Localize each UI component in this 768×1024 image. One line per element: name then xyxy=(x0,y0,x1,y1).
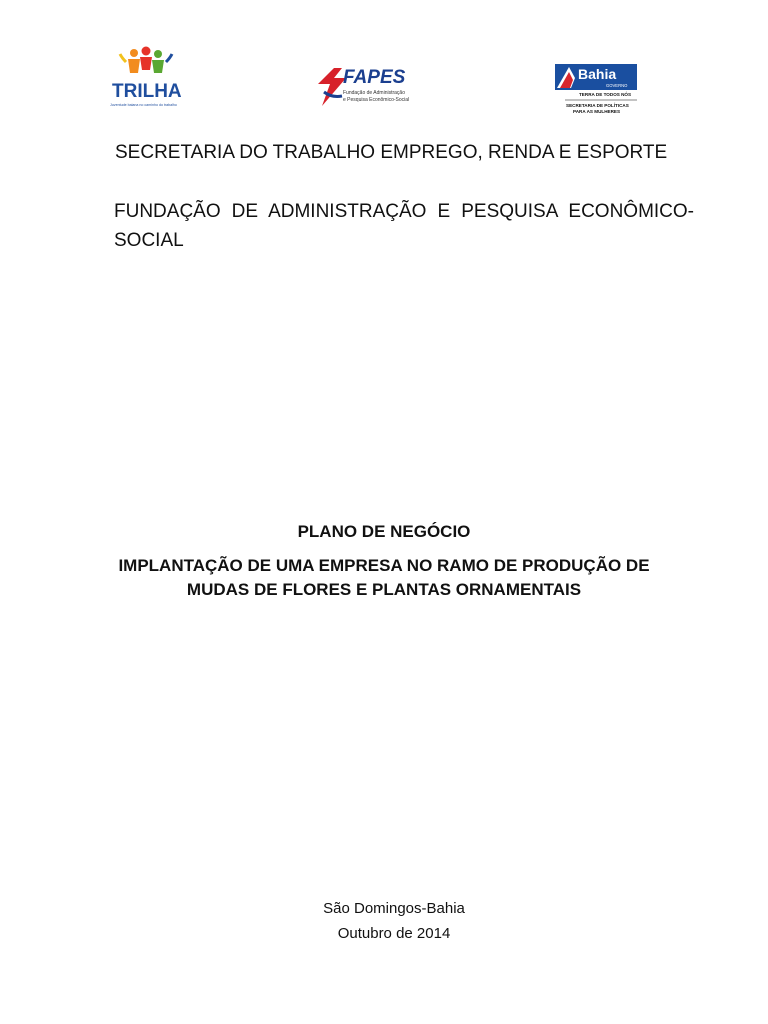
svg-text:TRILHA: TRILHA xyxy=(112,81,182,102)
bahia-government-logo xyxy=(551,62,643,120)
fundacao-heading-line-1: FUNDAÇÃO DE ADMINISTRAÇÃO E PESQUISA ECONÔMICO- xyxy=(114,201,694,222)
svg-text:TERRA DE TODOS NÓS: TERRA DE TODOS NÓS xyxy=(579,92,632,97)
svg-text:PARA AS MULHERES: PARA AS MULHERES xyxy=(573,109,621,114)
svg-text:Fundação de Administração: Fundação de Administração xyxy=(343,90,405,96)
plan-subtitle-line-2: MUDAS DE FLORES E PLANTAS ORNAMENTAIS xyxy=(186,580,582,599)
fapes-logo xyxy=(316,62,420,110)
date-text: Outubro de 2014 xyxy=(337,925,451,942)
svg-text:FAPES: FAPES xyxy=(343,67,406,88)
plan-subtitle-line-1: IMPLANTAÇÃO DE UMA EMPRESA NO RAMO DE PRODUÇÃO DE xyxy=(118,556,650,575)
fundacao-heading-line-2: SOCIAL xyxy=(114,230,184,251)
svg-text:Juventude baiana no caminho do: Juventude baiana no caminho do trabalho xyxy=(110,103,177,107)
svg-text:Bahia: Bahia xyxy=(578,66,617,82)
place-text: São Domingos-Bahia xyxy=(323,900,465,917)
svg-text:e Pesquisa Econômico-Social: e Pesquisa Econômico-Social xyxy=(343,97,410,103)
secretaria-heading: SECRETARIA DO TRABALHO EMPREGO, RENDA E ESPORTE xyxy=(115,142,668,163)
trilha-logo xyxy=(104,46,188,112)
plan-title: PLANO DE NEGÓCIO xyxy=(297,522,471,541)
svg-text:GOVERNO: GOVERNO xyxy=(606,83,628,88)
svg-text:SECRETARIA DE POLÍTICAS: SECRETARIA DE POLÍTICAS xyxy=(566,103,629,108)
